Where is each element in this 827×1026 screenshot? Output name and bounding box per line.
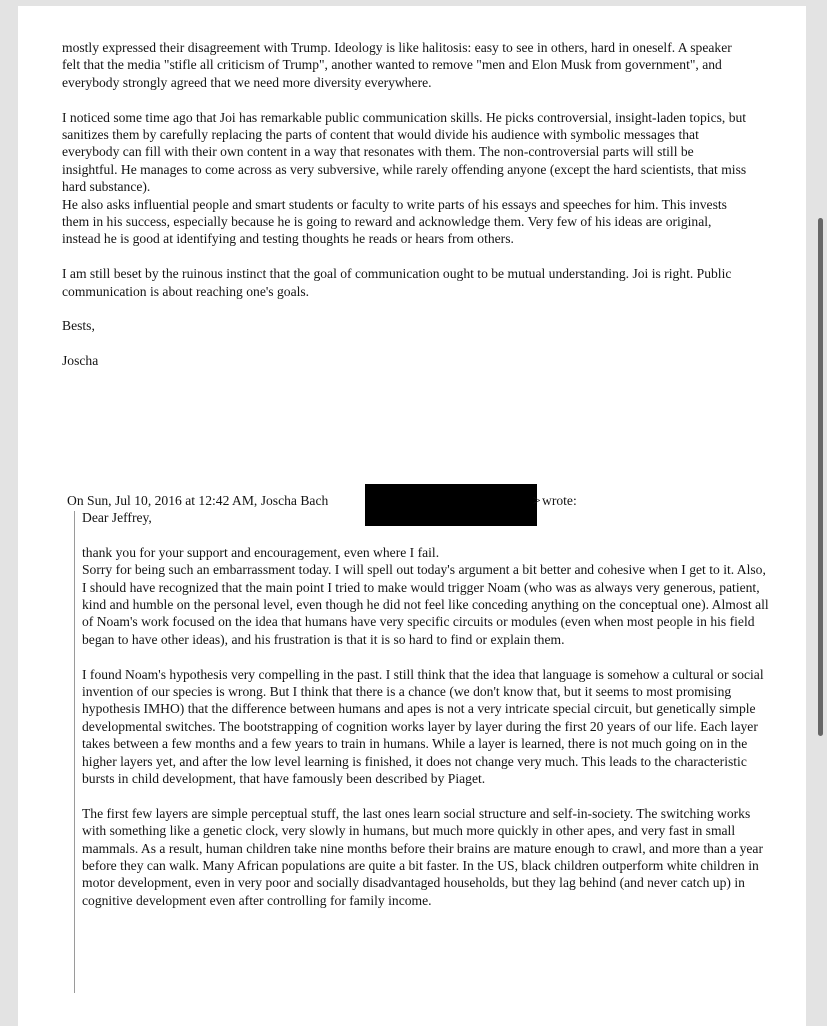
quote-paragraph: I found Noam's hypothesis very compelling in the past. I still think that the idea that language is somehow a cultural or social invention of our species is wrong. But I think that there is a chance (we don't know that, but it seems to most promising hypothesis IMHO) that the difference between humans and apes is not a very intricate special circuit, but genetically simple developmental switches. The bootstrapping of cognition works layer by layer during the first 20 years of our life. Each layer takes between a few months and a few years to train in humans. While a layer is learned, there is not much going on in the higher layers yet, and after the low level learning is finished, it does not change very much. This leads to the characteristic bursts in child development, that have famously been described by Piaget. <box>82 666 764 787</box>
quote-wrote-label: wrote: <box>542 493 577 508</box>
body-paragraph: He also asks influential people and smart students or faculty to write parts of his essays and speeches for him. This invests them in his success, especially because he is going to reward and acknowledge them. Very few of his ideas are original, instead he is good at identifying and testing thoughts he reads or hears from others. <box>62 196 727 247</box>
scrollbar-thumb[interactable] <box>818 218 823 736</box>
quote-paragraph: Sorry for being such an embarrassment today. I will spell out today's argument a bit better and cohesive when I get to it. Also, I should have recognized that the main point I tried to make would trigger Noam (who was as always very generous, patient, kind and humble on the personal level, even though he did not feel like conceding anything on the conceptual one). Almost all of Noam's work focused on the idea that humans have very specific circuits or modules (even when most people in his field began to have other ideas), and his frustration is that it is so hard to find or explain them. <box>82 562 769 647</box>
body-paragraph: mostly expressed their disagreement with Trump. Ideology is like halitosis: easy to see in others, hard in oneself. A speaker felt that the media "stifle all criticism of Trump", another wanted to remove "men and Elon Musk from government", and everybody strongly agreed that we need more diversity everywhere. <box>62 40 732 90</box>
email-bracket: > <box>533 493 541 508</box>
body-paragraph: I noticed some time ago that Joi has remarkable public communication skills. He picks controversial, insight-laden topics, but sanitizes them by carefully replacing the parts of content that would divide his audience with symbolic messages that everybody can fill with their own content in a way that resonates with them. The non-controversial parts will still be insightful. He manages to come across as very subversive, while rarely offending anyone (except the hard scientists, that miss hard substance). <box>62 109 747 195</box>
sign-off: Bests, <box>62 318 95 334</box>
quote-attribution: On Sun, Jul 10, 2016 at 12:42 AM, Joscha Bach <box>67 493 329 508</box>
quoted-email <box>82 509 772 927</box>
quote-paragraph: thank you for your support and encouragement, even where I fail. <box>82 544 440 560</box>
document-page <box>18 6 806 1026</box>
quote-indent-bar <box>74 511 75 993</box>
body-paragraph: I am still beset by the ruinous instinct that the goal of communication ought to be mutual understanding. Joi is right. Public communication is about reaching one's goals. <box>62 266 732 299</box>
quote-paragraph: The first few layers are simple perceptual stuff, the last ones learn social structure and self-in-society. The switching works with something like a genetic clock, very slowly in humans, but much more quickly in other apes, and very fast in small mammals. As a result, human children take nine months before their brains are mature enough to crawl, and more than a year before they can walk. Many African populations are quite a bit faster. In the US, black children outperform white children in motor development, even in very poor and socially disadvantaged households, but they lag behind (and never catch up) in cognitive development even after controlling for family income. <box>82 805 763 908</box>
email-body <box>62 39 752 387</box>
signature-name: Joscha <box>62 353 99 369</box>
quote-greeting: Dear Jeffrey, <box>82 510 152 525</box>
